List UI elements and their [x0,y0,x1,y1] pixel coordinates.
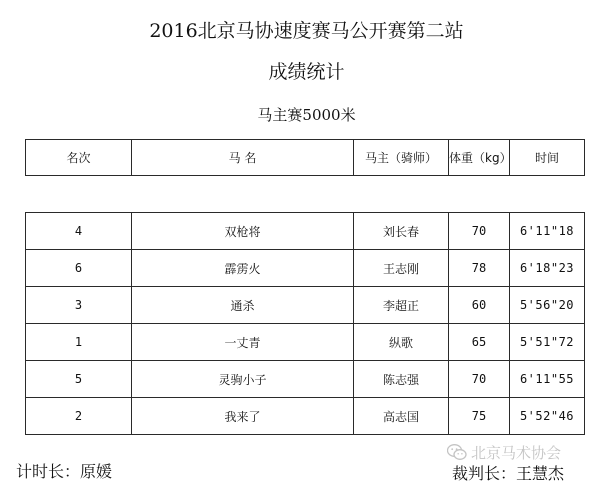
horse-cell: 霹雳火 [132,250,354,287]
table-row [26,324,585,361]
column-header-rank: 名次 [26,140,132,176]
wechat-icon [447,444,467,461]
owner-cell: 刘长春 [354,213,449,250]
table-row [26,287,585,324]
horse-cell: 一丈青 [132,324,354,361]
table-spacer [26,176,585,213]
referee-signature: 裁判长：王慧杰 [452,464,565,483]
column-header-weight: 体重（kg） [449,140,510,176]
owner-cell: 王志刚 [354,250,449,287]
watermark-text: 北京马术协会 [471,444,562,462]
timekeeper-signature: 计时长：原媛 [16,462,113,481]
weight-cell: 70 [449,213,510,250]
spacer-cell [26,176,585,213]
watermark [447,442,561,463]
table-row [26,213,585,250]
rank-cell: 5 [26,361,132,398]
owner-cell: 陈志强 [354,361,449,398]
column-header-time: 时间 [510,140,585,176]
column-header-owner: 马主（骑师） [354,140,449,176]
owner-cell: 李超正 [354,287,449,324]
owner-cell: 纵歌 [354,324,449,361]
weight-cell: 70 [449,361,510,398]
weight-cell: 60 [449,287,510,324]
rank-cell: 4 [26,213,132,250]
horse-cell: 我来了 [132,398,354,435]
horse-cell: 双枪将 [132,213,354,250]
column-header-horse: 马 名 [132,140,354,176]
results-table [25,139,585,435]
time-cell: 5'51"72 [510,324,585,361]
table-header-row [26,140,585,176]
horse-cell: 通杀 [132,287,354,324]
table-row [26,361,585,398]
table-row [26,398,585,435]
owner-cell: 高志国 [354,398,449,435]
time-cell: 5'56"20 [510,287,585,324]
weight-cell: 78 [449,250,510,287]
document-subtitle: 成绩统计 [268,61,345,83]
rank-cell: 3 [26,287,132,324]
weight-cell: 65 [449,324,510,361]
race-name: 马主赛5000米 [257,106,356,124]
document-title: 2016北京马协速度赛马公开赛第二站 [149,20,464,42]
rank-cell: 1 [26,324,132,361]
rank-cell: 2 [26,398,132,435]
time-cell: 6'18"23 [510,250,585,287]
horse-cell: 灵驹小子 [132,361,354,398]
time-cell: 6'11"55 [510,361,585,398]
weight-cell: 75 [449,398,510,435]
table-row [26,250,585,287]
time-cell: 6'11"18 [510,213,585,250]
rank-cell: 6 [26,250,132,287]
time-cell: 5'52"46 [510,398,585,435]
